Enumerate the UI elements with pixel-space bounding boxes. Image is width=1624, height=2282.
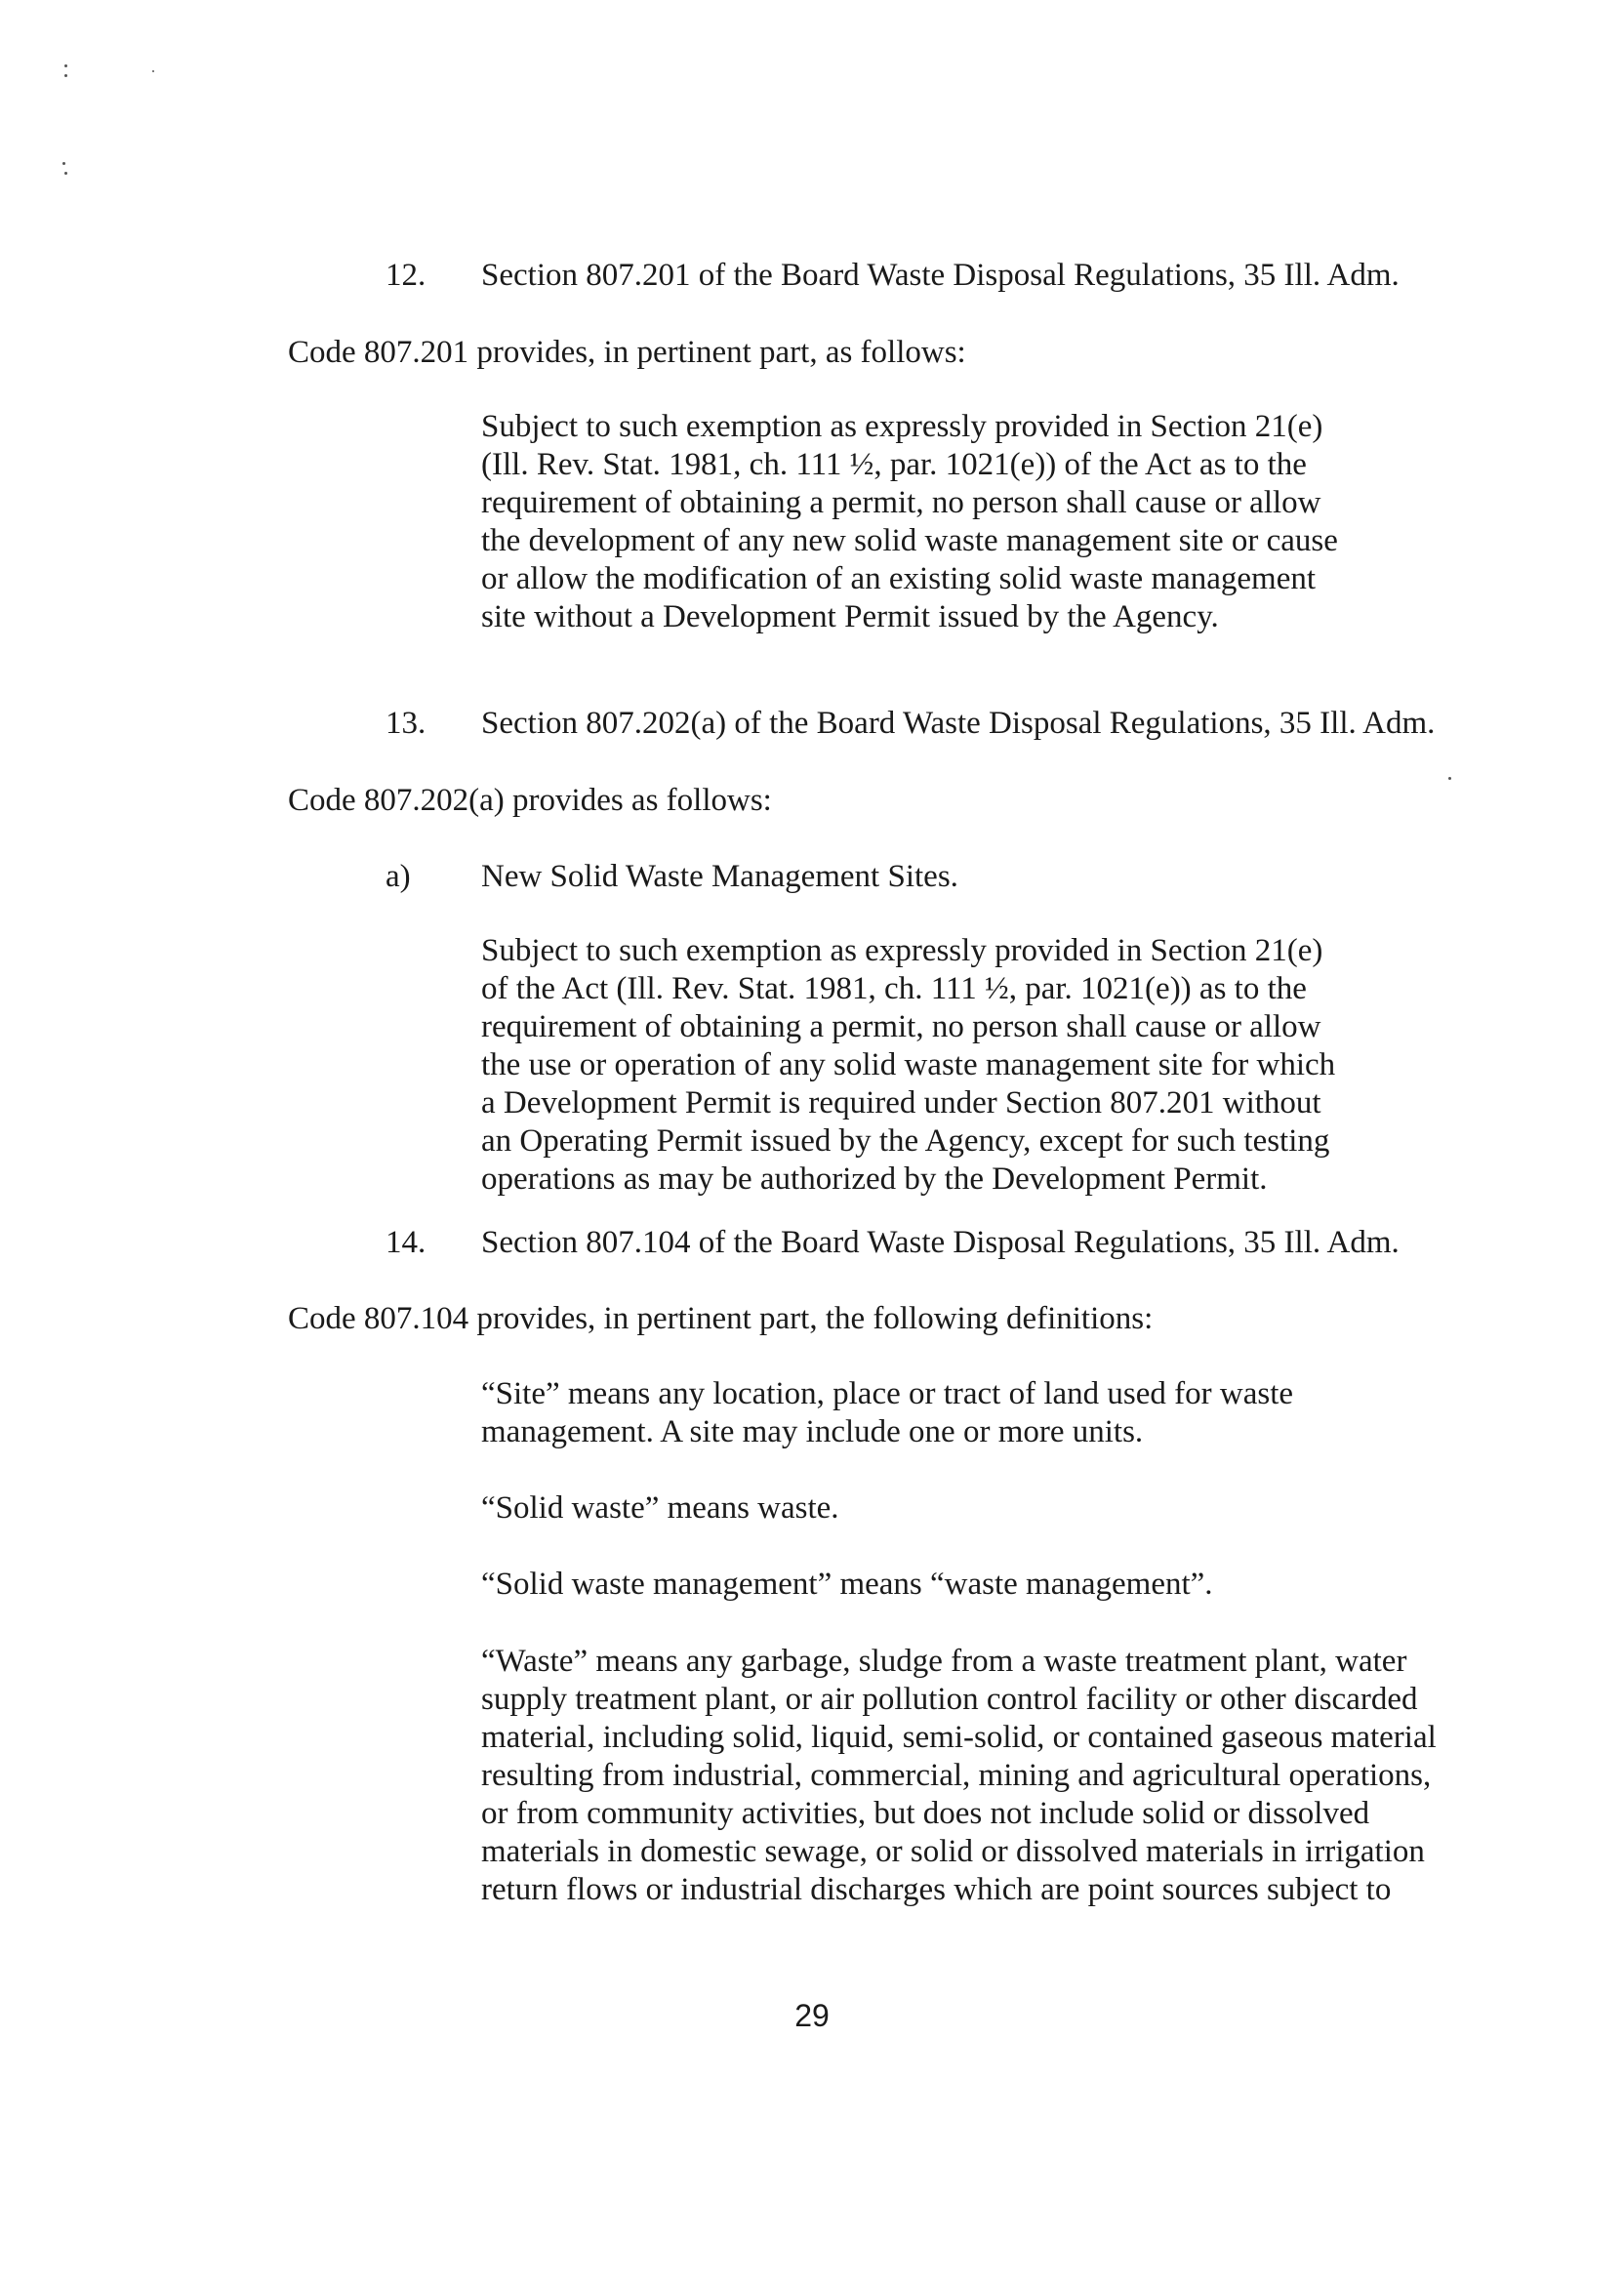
paragraph-13-block-quote: Subject to such exemption as expressly provided in Section 21(e) of the Act (Ill. Rev. Stat. 1981, ch. 111 ½, par. 1021(e)) as to the requirement of obtaining a permit, no person shall cause or allow the use or operation of any solid waste management site for which a Development Permit is required under Section 807.201 without an Operating Permit issued by the Agency, except for such testing operations as may be authorized by the Development Permit. — [481, 933, 1336, 1197]
paragraph-12-block-quote: Subject to such exemption as expressly provided in Section 21(e) (Ill. Rev. Stat. 1981, ch. 111 ½, par. 1021(e)) of the Act as to the requirement of obtaining a permit, no person shall cause or allow the development of any new solid waste management site or cause or allow the modification of an existing solid waste management site without a Development Permit issued by the Agency. — [481, 409, 1338, 634]
page-number: 29 — [794, 1998, 830, 2033]
definition-solid-waste-management: “Solid waste management” means “waste management”. — [481, 1567, 1213, 1602]
paragraph-12-first-line: Section 807.201 of the Board Waste Disposal Regulations, 35 Ill. Adm. — [481, 258, 1400, 293]
scan-speck — [1448, 777, 1451, 780]
scan-speck — [64, 74, 67, 77]
paragraph-13-number: 13. — [386, 706, 426, 741]
definition-waste: “Waste” means any garbage, sludge from a waste treatment plant, water supply treatment plant, or air pollution control facility or other discarded material, including solid, liquid, semi-solid, or contained gaseous material resulting from industrial, commercial, mining and agricultural operations, or from community activities, but does not include solid or dissolved materials in domestic sewage, or solid or dissolved materials in irrigation return flows or industrial discharges which are point sources subject to — [481, 1644, 1437, 1907]
definition-solid-waste: “Solid waste” means waste. — [481, 1490, 839, 1526]
definition-site: “Site” means any location, place or tract of land used for waste management. A site may include one or more units. — [481, 1376, 1294, 1449]
paragraph-13-first-line: Section 807.202(a) of the Board Waste Disposal Regulations, 35 Ill. Adm. — [481, 706, 1436, 741]
scan-speck — [152, 70, 154, 72]
paragraph-14-number: 14. — [386, 1225, 426, 1260]
subsection-a-heading: New Solid Waste Management Sites. — [481, 859, 958, 894]
paragraph-14-first-line: Section 807.104 of the Board Waste Disposal Regulations, 35 Ill. Adm. — [481, 1225, 1400, 1260]
scan-speck — [64, 172, 67, 175]
scan-speck — [62, 162, 65, 165]
subsection-a-label: a) — [386, 859, 411, 894]
paragraph-12-continuation: Code 807.201 provides, in pertinent part, as follows: — [288, 335, 966, 370]
paragraph-14-continuation: Code 807.104 provides, in pertinent part, the following definitions: — [288, 1301, 1154, 1336]
paragraph-13-continuation: Code 807.202(a) provides as follows: — [288, 783, 772, 818]
scan-speck — [64, 64, 67, 67]
paragraph-12-number: 12. — [386, 258, 426, 293]
